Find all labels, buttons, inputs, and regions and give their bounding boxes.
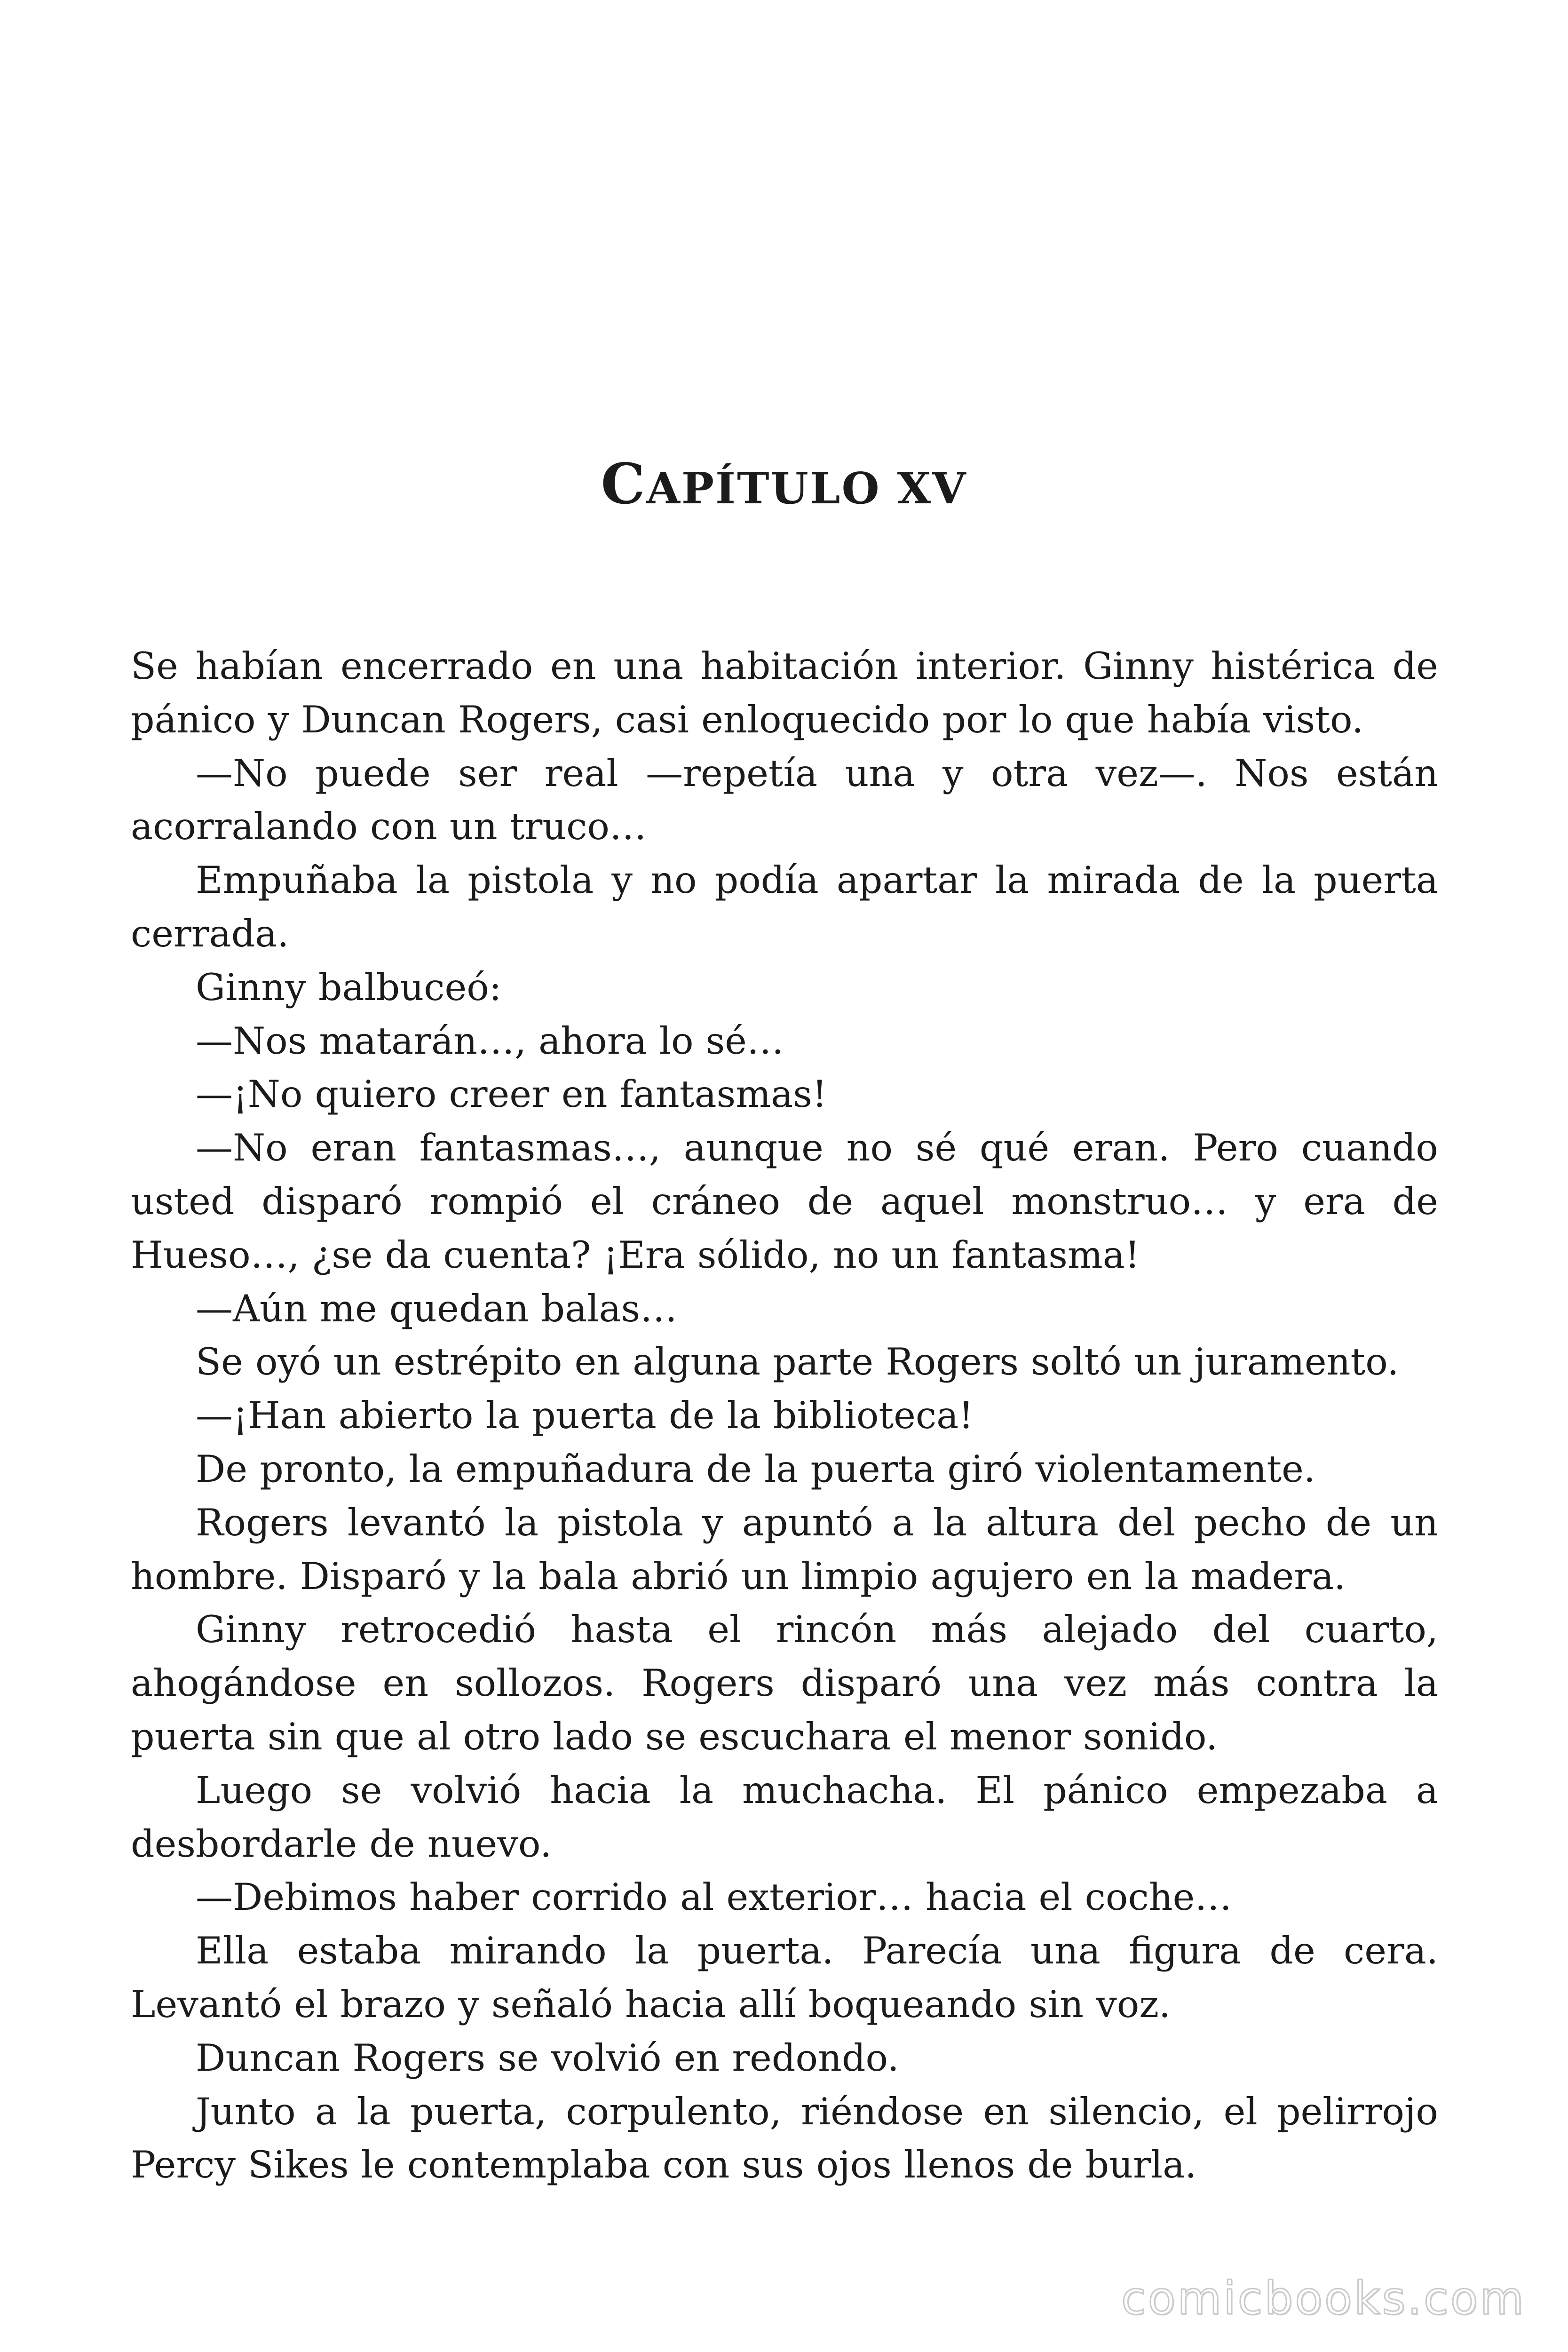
chapter-title-initial: C bbox=[601, 451, 647, 516]
paragraph: —¡No quiero creer en fantasmas! bbox=[196, 1073, 827, 1116]
paragraph: —No eran fantasmas…, aunque no sé qué eran. Pero cuando usted disparó rompió el cráneo de aquel monstruo… y era de Hueso…, ¿se da cuenta? ¡Era sólido, no un fantasma! bbox=[131, 1126, 1438, 1277]
paragraph: Luego se volvió hacia la muchacha. El pánico empezaba a desbordarle de nuevo. bbox=[131, 1768, 1438, 1866]
paragraph: Ella estaba mirando la puerta. Parecía una figura de cera. Levantó el brazo y señaló hacia allí boqueando sin voz. bbox=[131, 1929, 1438, 2026]
paragraph: Junto a la puerta, corpulento, riéndose en silencio, el pelirrojo Percy Sikes le contemplaba con sus ojos llenos de burla. bbox=[131, 2090, 1438, 2187]
paragraph: De pronto, la empuñadura de la puerta giró violentamente. bbox=[196, 1447, 1315, 1491]
paragraph: Se habían encerrado en una habitación interior. Ginny histérica de pánico y Duncan Rogers, casi enloquecido por lo que había visto. bbox=[131, 644, 1438, 741]
paragraph: —Aún me quedan balas… bbox=[196, 1287, 678, 1330]
chapter-title-rest: APÍTULO XV bbox=[646, 463, 967, 514]
paragraph: Empuñaba la pistola y no podía apartar la mirada de la puerta cerrada. bbox=[131, 858, 1438, 955]
paragraph: —No puede ser real —repetía una y otra vez—. Nos están acorralando con un truco… bbox=[131, 751, 1438, 849]
chapter-body bbox=[131, 640, 1438, 2192]
paragraph: Duncan Rogers se volvió en redondo. bbox=[196, 2036, 899, 2080]
chapter-title bbox=[0, 451, 1568, 516]
watermark: comicbooks.com bbox=[1121, 2272, 1526, 2325]
paragraph: Ginny balbuceó: bbox=[196, 965, 502, 1009]
paragraph: —¡Han abierto la puerta de la biblioteca! bbox=[196, 1394, 974, 1438]
paragraph: Rogers levantó la pistola y apuntó a la altura del pecho de un hombre. Disparó y la bala abrió un limpio agujero en la madera. bbox=[131, 1501, 1438, 1598]
paragraph: —Debimos haber corrido al exterior… hacia el coche… bbox=[196, 1875, 1232, 1919]
paragraph: —Nos matarán…, ahora lo sé… bbox=[196, 1019, 784, 1063]
paragraph: Se oyó un estrépito en alguna parte Rogers soltó un juramento. bbox=[196, 1340, 1399, 1384]
paragraph: Ginny retrocedió hasta el rincón más alejado del cuarto, ahogándose en sollozos. Rogers disparó una vez más contra la puerta sin que al otro lado se escuchara el menor sonido. bbox=[131, 1608, 1438, 1758]
